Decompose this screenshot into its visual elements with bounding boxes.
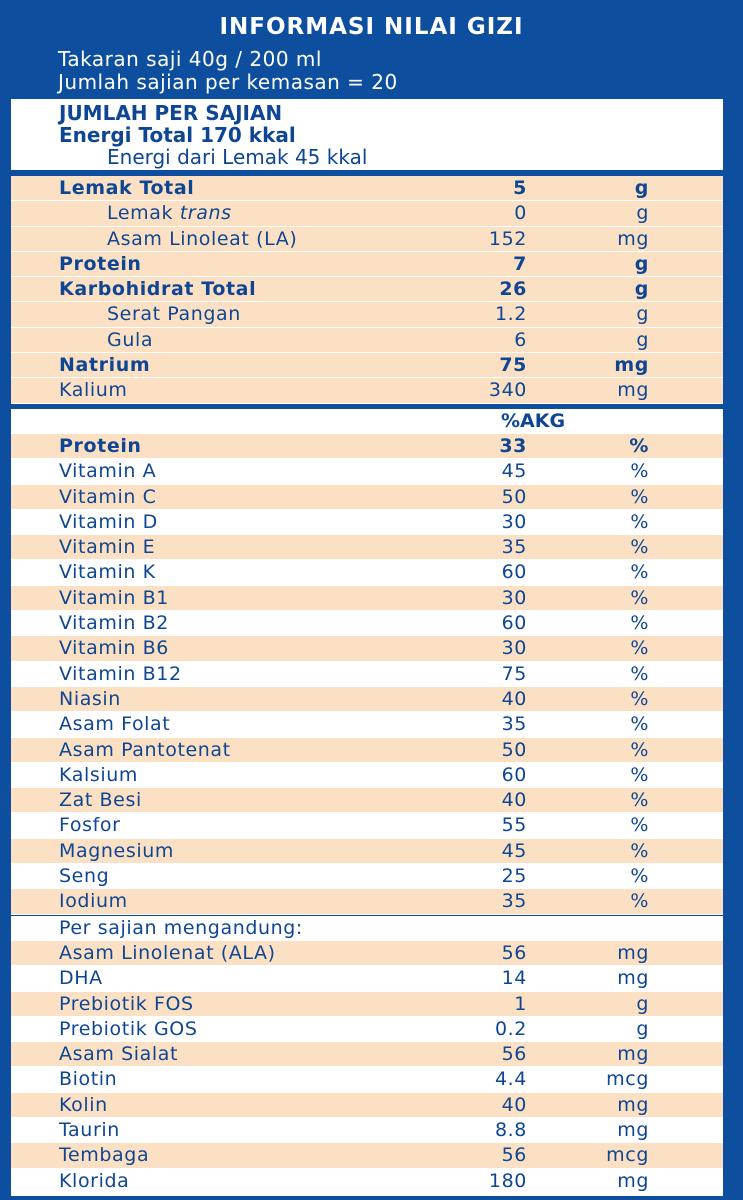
row-value: 30 (501, 586, 527, 609)
row-label-text: Kolin (59, 1093, 108, 1116)
row-value: 0.2 (494, 1017, 527, 1040)
row-value: 25 (501, 865, 527, 888)
row-label-text: Serat Pangan (107, 303, 241, 326)
row-value: 50 (501, 738, 527, 761)
akg-row (11, 535, 723, 560)
row-label (59, 1017, 197, 1042)
row-label-text: Vitamin C (59, 485, 157, 508)
akg-row (11, 662, 723, 687)
row-label (59, 1067, 117, 1092)
row-label (59, 1093, 108, 1118)
row-label (59, 941, 276, 966)
row-value: 30 (501, 637, 527, 660)
row-label (59, 485, 157, 510)
row-label (59, 738, 231, 763)
row-unit: mg (617, 1043, 649, 1066)
row-unit: mcg (606, 1068, 649, 1091)
row-label-text: Vitamin E (59, 536, 156, 559)
row-label (59, 252, 142, 277)
row-value: 7 (513, 252, 527, 275)
akg-row (11, 712, 723, 737)
row-label (59, 434, 142, 459)
nutrient-row (11, 353, 723, 378)
row-unit: % (630, 460, 649, 483)
nutrient-row (11, 277, 723, 302)
panel-title: INFORMASI NILAI GIZI (219, 14, 524, 40)
nutrient-row (11, 302, 723, 327)
akg-section (11, 409, 723, 911)
akg-row (11, 434, 723, 459)
row-unit: mg (617, 942, 649, 964)
row-label (59, 611, 169, 636)
row-label-text: Lemak (107, 202, 180, 225)
row-label-text: Vitamin B2 (59, 612, 169, 635)
per-serving-row (11, 1067, 723, 1092)
akg-row (11, 687, 723, 712)
row-label (59, 277, 256, 302)
row-value: 60 (501, 561, 527, 584)
akg-row (11, 611, 723, 636)
row-unit: g (636, 328, 649, 351)
row-label-text: Asam Pantotenat (59, 738, 231, 761)
per-serving-row (11, 1093, 723, 1118)
row-unit: mg (614, 354, 649, 377)
row-label-text: Prebiotik GOS (59, 1017, 198, 1040)
row-unit: % (630, 814, 649, 837)
total-energy: Energi Total 170 kkal (59, 123, 296, 147)
row-label (59, 1143, 149, 1168)
energy-section (11, 99, 723, 170)
akg-row (11, 560, 723, 585)
row-label-text: Taurin (59, 1119, 120, 1142)
row-label (59, 966, 103, 991)
per-serving-row (11, 992, 723, 1017)
row-label (59, 889, 128, 914)
row-label (59, 378, 127, 403)
row-label-text: Niasin (59, 687, 121, 710)
row-value: 40 (501, 789, 527, 812)
akg-row (11, 889, 723, 914)
row-label-text: Kalium (59, 379, 128, 402)
akg-row (11, 485, 723, 510)
akg-header (11, 409, 723, 434)
row-label (59, 992, 194, 1017)
row-label (59, 586, 169, 611)
row-label-text: Vitamin B6 (59, 637, 169, 660)
row-value: 8.8 (494, 1119, 527, 1142)
row-unit: % (630, 839, 649, 862)
row-value: 4.4 (494, 1068, 527, 1091)
row-unit: g (636, 202, 649, 225)
row-unit: mcg (606, 1144, 649, 1167)
servings-per-pack: Jumlah sajian per kemasan = 20 (58, 70, 398, 94)
row-label-text: Gula (107, 328, 154, 351)
row-value: 35 (501, 890, 527, 913)
akg-row (11, 636, 723, 661)
nutrient-row (11, 378, 723, 403)
row-label-text: Asam Sialat (59, 1043, 179, 1066)
row-label-text: Karbohidrat Total (59, 278, 257, 301)
per-serving-rows (11, 941, 723, 1194)
row-label-text: Tembaga (59, 1144, 150, 1167)
row-label (59, 510, 158, 535)
row-label-text: Asam Linolenat (ALA) (59, 942, 276, 964)
row-value: 56 (501, 942, 527, 964)
row-value: 0 (514, 202, 527, 225)
row-unit: % (630, 713, 649, 736)
row-label-text: Seng (59, 865, 110, 888)
row-unit: % (630, 662, 649, 685)
row-label (107, 201, 232, 226)
akg-row (11, 813, 723, 838)
row-label (59, 662, 182, 687)
row-label-text: Vitamin K (59, 561, 156, 584)
row-unit: % (630, 561, 649, 584)
macronutrient-section (11, 176, 723, 404)
row-label (59, 712, 170, 737)
row-label (59, 788, 142, 813)
row-label (59, 1042, 178, 1067)
row-label (107, 328, 153, 353)
per-serving-row (11, 1118, 723, 1143)
row-value: 75 (499, 354, 527, 377)
amount-per-serving-heading: JUMLAH PER SAJIAN (59, 101, 283, 125)
row-value: 50 (501, 485, 527, 508)
row-label-text: Asam Linoleat (LA) (107, 227, 298, 250)
row-label-text: Kalsium (59, 763, 138, 786)
akg-row (11, 510, 723, 535)
row-label (59, 1118, 120, 1143)
row-label-text: Vitamin B12 (59, 662, 182, 685)
row-unit: % (630, 890, 649, 913)
per-serving-row (11, 1042, 723, 1067)
row-label (59, 839, 174, 864)
akg-row (11, 864, 723, 889)
row-unit: g (636, 992, 649, 1015)
akg-header-label: %AKG (501, 410, 566, 432)
nutrient-row (11, 176, 723, 201)
akg-row (11, 459, 723, 484)
row-label-text: Klorida (59, 1169, 130, 1192)
row-label (59, 864, 109, 889)
row-label-text: Prebiotik FOS (59, 992, 194, 1015)
row-unit: g (634, 252, 649, 275)
row-unit: g (634, 177, 649, 199)
row-label-text: Vitamin D (59, 510, 158, 533)
row-value: 1.2 (494, 303, 527, 326)
row-label-text: Fosfor (59, 814, 121, 837)
row-unit: % (630, 586, 649, 609)
row-label-text: Biotin (59, 1068, 118, 1091)
row-unit: % (630, 738, 649, 761)
row-unit: % (630, 510, 649, 533)
row-unit: % (630, 536, 649, 559)
nutrient-row (11, 201, 723, 226)
per-serving-row (11, 1017, 723, 1042)
row-unit: g (634, 278, 649, 301)
row-label-text: Vitamin B1 (59, 586, 169, 609)
row-unit: % (630, 612, 649, 635)
akg-row (11, 839, 723, 864)
row-label (59, 763, 138, 788)
row-value: 1 (514, 992, 527, 1015)
row-value: 60 (501, 763, 527, 786)
row-label (59, 560, 156, 585)
row-label (107, 302, 241, 327)
row-unit: mg (617, 379, 649, 402)
row-value: 56 (501, 1144, 527, 1167)
row-value: 33 (499, 435, 527, 457)
row-unit: % (630, 687, 649, 710)
per-serving-row (11, 1169, 723, 1194)
row-value: 14 (501, 967, 527, 990)
akg-row (11, 763, 723, 788)
row-unit: % (629, 435, 649, 457)
row-value: 75 (501, 662, 527, 685)
akg-row (11, 788, 723, 813)
row-label-text: DHA (59, 967, 103, 990)
row-value: 35 (501, 713, 527, 736)
row-label-text: Zat Besi (59, 789, 142, 812)
row-label (59, 535, 155, 560)
row-unit: % (630, 763, 649, 786)
row-label (107, 227, 297, 252)
per-serving-row (11, 941, 723, 966)
row-value: 26 (499, 278, 527, 301)
akg-row (11, 738, 723, 763)
row-label-text: Natrium (59, 354, 151, 377)
row-unit: % (630, 637, 649, 660)
akg-rows (11, 434, 723, 915)
row-value: 340 (488, 379, 527, 402)
row-value: 60 (501, 612, 527, 635)
row-label-text: Lemak Total (59, 177, 195, 199)
nutrient-row (11, 227, 723, 252)
nutrient-row (11, 252, 723, 277)
row-label-text: Protein (59, 252, 142, 275)
row-unit: % (630, 789, 649, 812)
per-serving-section (11, 916, 723, 1196)
per-serving-row (11, 1143, 723, 1168)
row-unit: mg (617, 967, 649, 990)
row-label (59, 636, 169, 661)
row-unit: mg (617, 1093, 649, 1116)
row-value: 152 (488, 227, 527, 250)
row-label (59, 813, 121, 838)
row-unit: mg (617, 1169, 649, 1192)
row-label (59, 176, 194, 201)
nutrient-row (11, 328, 723, 353)
row-label (59, 1169, 129, 1194)
row-unit: g (636, 303, 649, 326)
row-label (59, 459, 156, 484)
row-value: 55 (501, 814, 527, 837)
row-label-text: Asam Folat (59, 713, 171, 736)
row-label-text: Magnesium (59, 839, 174, 862)
serving-size: Takaran saji 40g / 200 ml (58, 47, 322, 71)
row-label (59, 353, 150, 378)
energy-from-fat: Energi dari Lemak 45 kkal (107, 145, 368, 169)
row-value: 56 (501, 1043, 527, 1066)
row-label (59, 687, 121, 712)
macronutrient-rows (11, 176, 723, 404)
row-unit: % (630, 485, 649, 508)
row-unit: % (630, 865, 649, 888)
row-value: 40 (501, 1093, 527, 1116)
row-value: 180 (488, 1169, 527, 1192)
per-serving-header (11, 916, 723, 941)
akg-row (11, 586, 723, 611)
row-value: 35 (501, 536, 527, 559)
per-serving-row (11, 966, 723, 991)
per-serving-header-label: Per sajian mengandung: (59, 917, 303, 939)
row-unit: mg (617, 1119, 649, 1142)
row-label-italic: trans (179, 202, 232, 225)
row-value: 6 (514, 328, 527, 351)
row-value: 5 (513, 177, 527, 199)
row-label-text: Vitamin A (59, 460, 157, 483)
row-value: 45 (501, 460, 527, 483)
row-label-text: Iodium (59, 890, 128, 913)
row-label-text: Protein (59, 435, 142, 457)
row-value: 30 (501, 510, 527, 533)
row-unit: mg (617, 227, 649, 250)
row-value: 40 (501, 687, 527, 710)
row-value: 45 (501, 839, 527, 862)
row-unit: g (636, 1017, 649, 1040)
